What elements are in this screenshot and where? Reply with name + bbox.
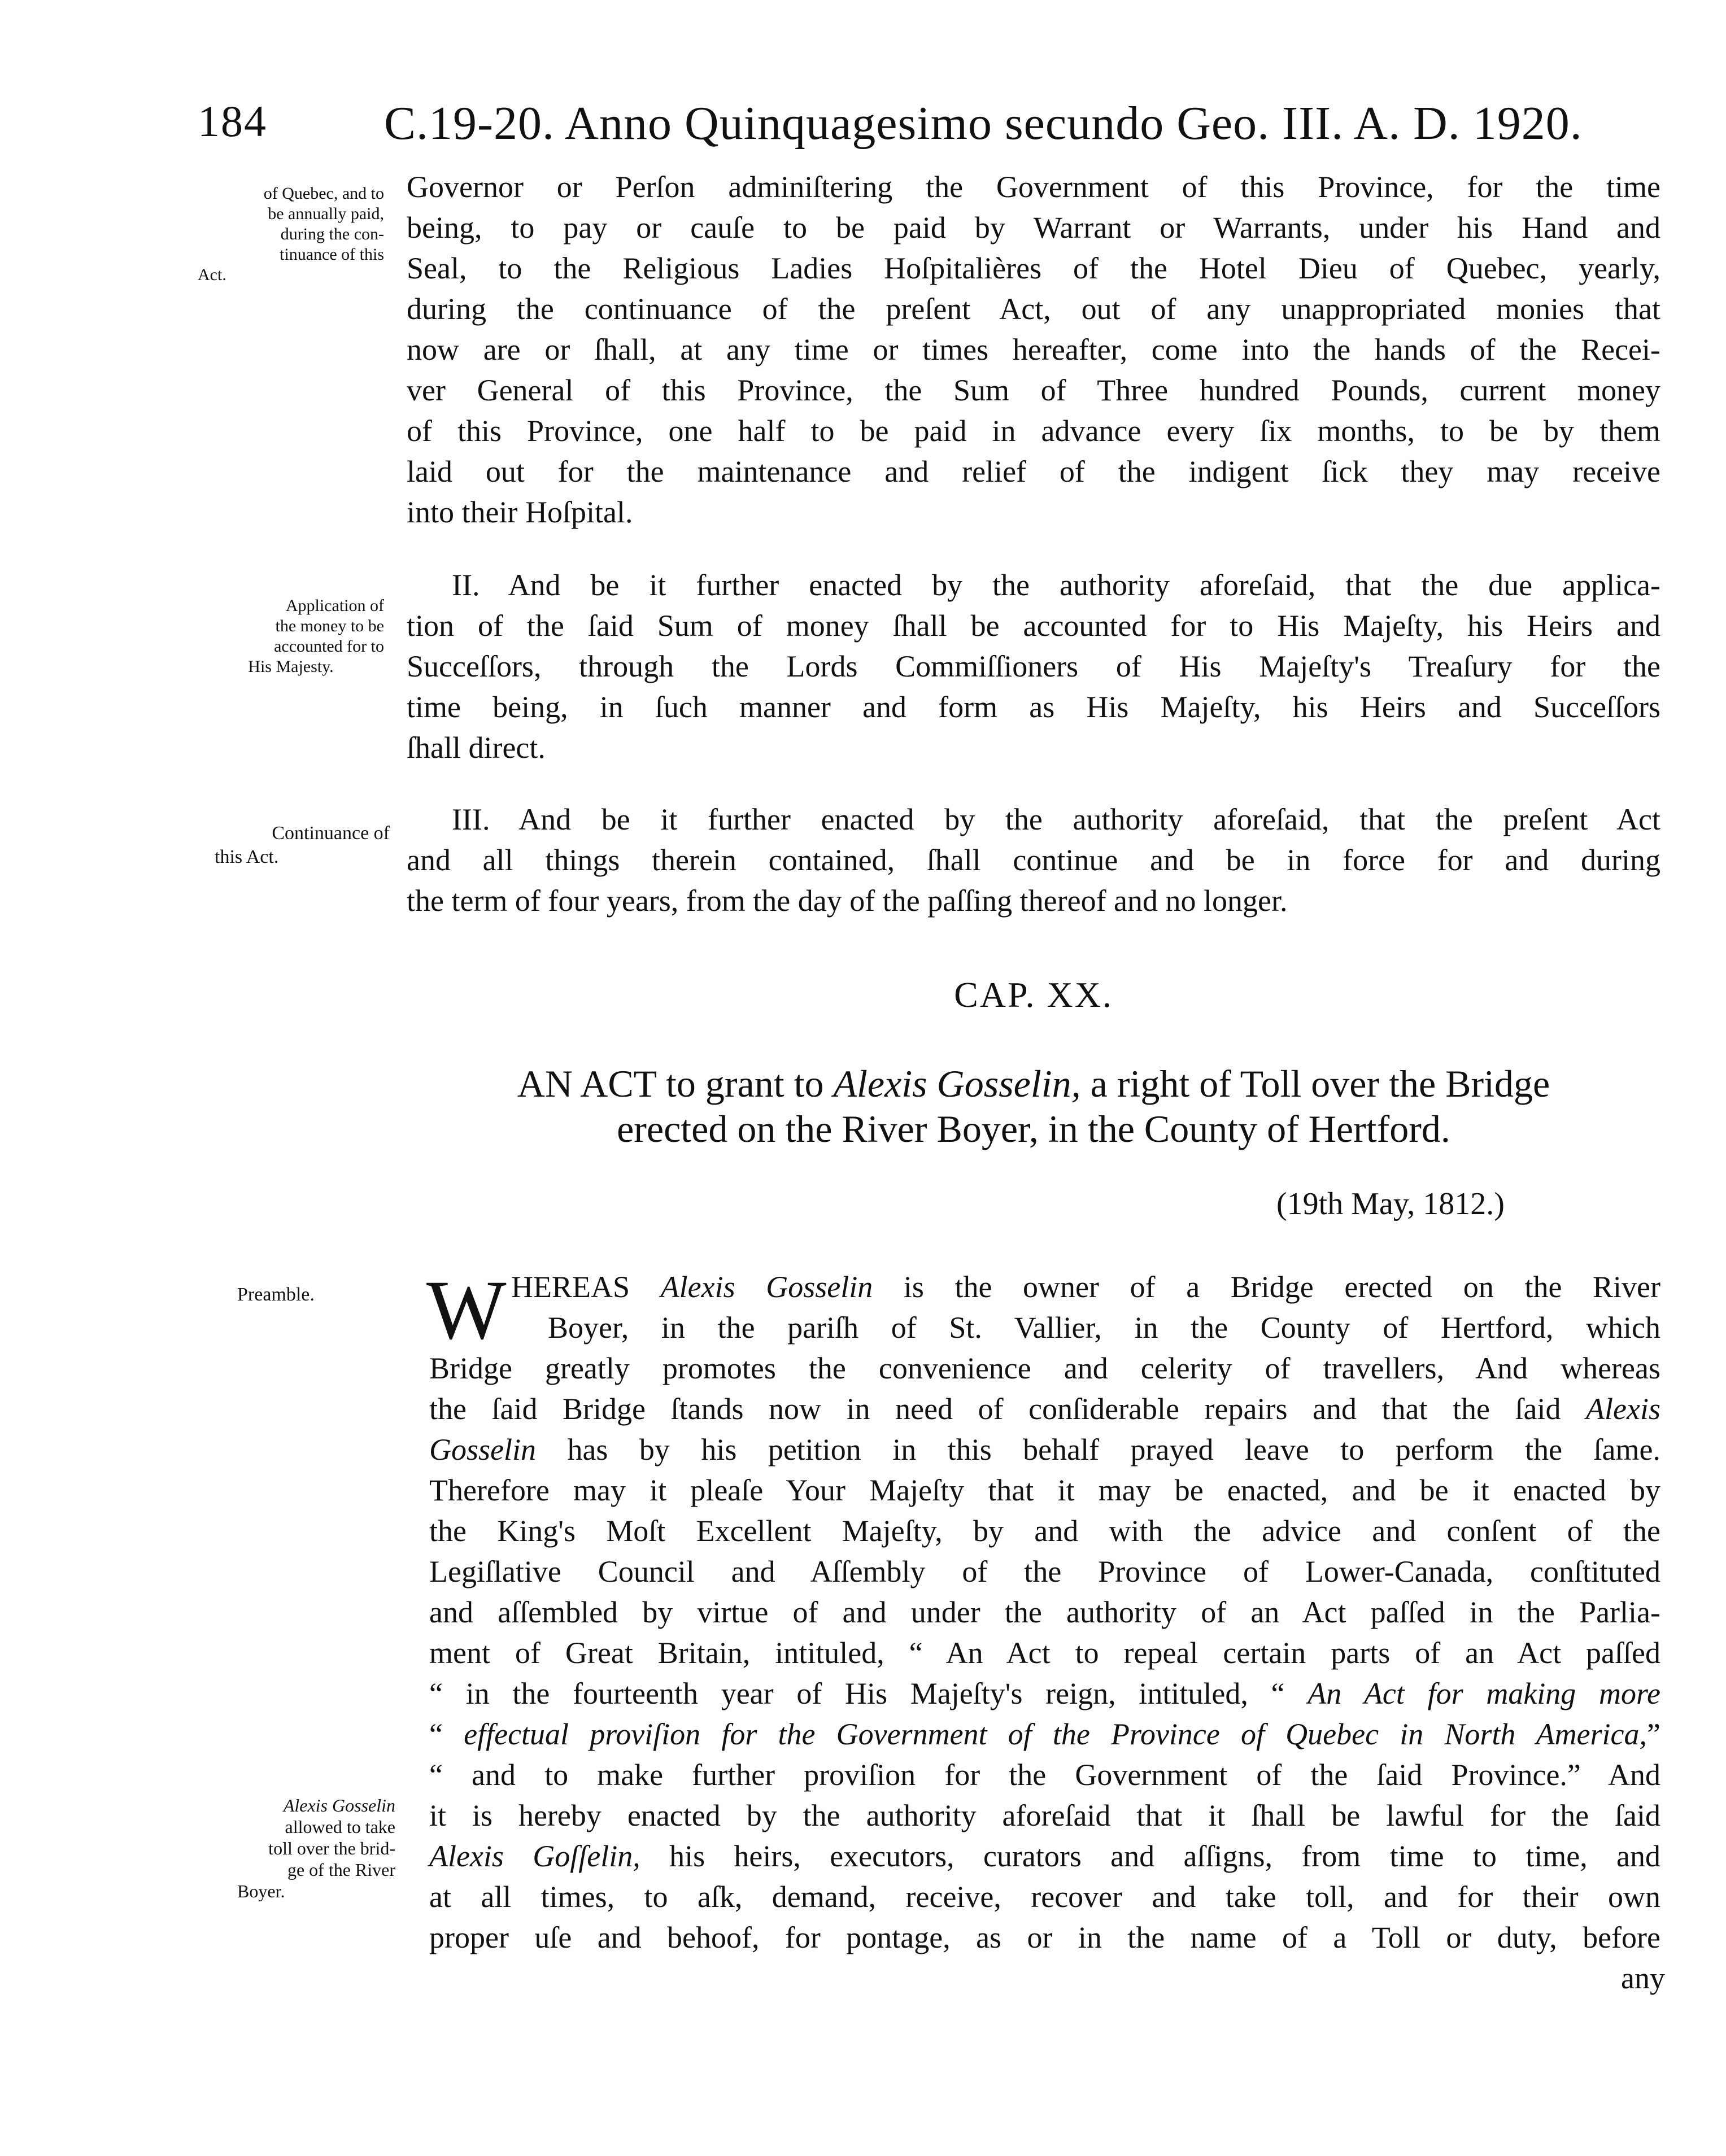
text-line: Legiſlative Council and Aſſembly of the Province of Lower-Canada, conſtituted <box>429 1555 1660 1588</box>
text-line: the King's Moſt Excellent Majeſty, by and with the advice and conſent of the <box>429 1514 1660 1548</box>
text-line: it is hereby enacted by the authority aforeſaid that it ſhall be lawful for the ſaid <box>429 1799 1660 1832</box>
side-note-line: ge of the River <box>287 1860 395 1880</box>
text-line: and all things therein contained, ſhall continue and be in force for and during <box>407 843 1660 877</box>
text-span: has by his petition in this behalf prayed leave to perform the ſame. <box>536 1433 1660 1467</box>
text-line: Succeſſors, through the Lords Commiſſioners of His Majeſty's Treaſury for the <box>407 649 1660 683</box>
text-line: Therefore may it pleaſe Your Majeſty that it may be enacted, and be it enacted by <box>429 1473 1660 1507</box>
text-line: II. And be it further enacted by the authority aforeſaid, that the due applica- <box>452 568 1660 602</box>
side-note-line: this Act. <box>215 846 279 867</box>
text-line: ment of Great Britain, intituled, “ An Act to repeal certain parts of an Act paſſed <box>429 1636 1660 1670</box>
text-line: tion of the ſaid Sum of money ſhall be accounted for to His Majeſty, his Heirs and <box>407 609 1660 643</box>
text-line: ver General of this Province, the Sum of Three hundred Pounds, current money <box>407 373 1660 407</box>
act-title-text: AN ACT to grant to <box>517 1062 834 1105</box>
text-line: III. And be it further enacted by the authority aforeſaid, that the preſent Act <box>452 802 1660 836</box>
text-span: HEREAS <box>511 1270 661 1304</box>
act-title-text: a right of Toll over the Bridge <box>1080 1062 1550 1105</box>
page-header <box>198 96 1677 158</box>
text-line: Boyer, in the pariſh of St. Vallier, in the County of Hertford, which <box>548 1311 1660 1345</box>
side-note-application <box>198 596 384 677</box>
side-note-line: tinuance of this <box>280 245 384 264</box>
running-head: C.19-20. Anno Quinquagesimo secundo Geo. III. A. D. 1920. <box>384 97 1583 150</box>
text-span: his heirs, executors, curators and aſſigns, from time to time, and <box>640 1839 1660 1873</box>
act-title-line-2: erected on the River Boyer, in the County of Hertford. <box>617 1107 1450 1150</box>
side-note-line: Boyer. <box>237 1881 285 1901</box>
text-line <box>429 1676 1660 1711</box>
side-note-preamble <box>237 1285 361 1305</box>
side-note-text: Alexis Gosselin <box>283 1795 395 1815</box>
text-span: Gosselin <box>429 1433 536 1467</box>
text-line: Governor or Perſon adminiſtering the Government of this Province, for the time <box>407 170 1660 204</box>
text-span: An Act for making more <box>1307 1677 1660 1710</box>
text-line: and aſſembled by virtue of and under the authority of an Act paſſed in the Parlia- <box>429 1595 1660 1629</box>
act-title-line-1 <box>407 1062 1660 1106</box>
text-span: the ſaid Bridge ſtands now in need of conſiderable repairs and that the ſaid <box>429 1392 1586 1426</box>
text-line: now are or ſhall, at any time or times hereafter, come into the hands of the Recei- <box>407 333 1660 366</box>
text-line: the term of four years, from the day of the paſſing thereof and no longer. <box>407 884 1288 918</box>
text-line <box>429 1717 1660 1752</box>
side-note-continuance <box>198 822 390 869</box>
side-note-line <box>226 1795 395 1816</box>
chapter-heading: CAP. XX. <box>954 975 1113 1015</box>
side-note-line: Act. <box>198 265 226 284</box>
text-span: “ <box>429 1717 464 1751</box>
text-span: is the owner of a Bridge erected on the River <box>873 1270 1661 1304</box>
text-span: ” <box>1647 1717 1660 1751</box>
text-line <box>429 1391 1660 1426</box>
side-note-line: the money to be <box>275 617 384 635</box>
text-span: Alexis <box>1586 1392 1660 1426</box>
text-span: Alexis Goſſelin, <box>429 1839 640 1873</box>
text-span: effectual proviſion for the Government of the Province of Quebec in North America, <box>464 1717 1647 1751</box>
side-note-line: during the con- <box>280 225 384 243</box>
text-line <box>511 1269 1660 1304</box>
text-line: laid out for the maintenance and relief of the indigent ſick they may receive <box>407 455 1660 488</box>
text-line: at all times, to aſk, demand, receive, recover and take toll, and for their own <box>429 1880 1660 1914</box>
text-line: into their Hoſpital. <box>407 495 633 529</box>
drop-cap: W <box>426 1263 507 1357</box>
text-line: during the continuance of the preſent Act, out of any unappropriated monies that <box>407 292 1660 326</box>
text-line: Seal, to the Religious Ladies Hoſpitalières of the Hotel Dieu of Quebec, yearly, <box>407 251 1660 285</box>
side-note-line: Continuance of <box>272 823 390 844</box>
act-date: (19th May, 1812.) <box>1276 1186 1505 1221</box>
side-note-line: of Quebec, and to <box>263 184 384 203</box>
text-span: “ in the fourteenth year of His Majeſty's reign, intituled, “ <box>429 1677 1308 1710</box>
side-note-line: be annually paid, <box>268 204 384 223</box>
text-line: proper uſe and behoof, for pontage, as or in the name of a Toll or duty, before <box>429 1921 1660 1954</box>
text-line <box>429 1839 1660 1874</box>
text-line: time being, in ſuch manner and form as His Majeſty, his Heirs and Succeſſors <box>407 690 1660 724</box>
text-line: of this Province, one half to be paid in advance every ſix months, to be by them <box>407 414 1660 448</box>
text-span: Alexis Gosselin <box>660 1270 873 1304</box>
text-line: “ and to make further proviſion for the Government of the ſaid Province.” And <box>429 1758 1660 1792</box>
side-note-line: allowed to take <box>285 1817 395 1837</box>
text-line: ſhall direct. <box>407 731 546 765</box>
side-note-line: toll over the brid- <box>268 1838 395 1858</box>
catchword: any <box>1621 1961 1665 1995</box>
act-title-name: Alexis Gosselin, <box>833 1062 1081 1105</box>
text-line: being, to pay or cauſe to be paid by Warrant or Warrants, under his Hand and <box>407 211 1660 245</box>
page-number: 184 <box>198 97 267 146</box>
text-line: Bridge greatly promotes the convenience and celerity of travellers, And whereas <box>429 1351 1660 1385</box>
side-note-quebec <box>198 184 384 285</box>
side-note-line: Preamble. <box>237 1284 315 1305</box>
side-note-line: accounted for to <box>274 637 384 656</box>
side-note-line: His Majesty. <box>248 657 334 676</box>
text-line <box>429 1432 1660 1467</box>
side-note-line: Application of <box>285 596 384 615</box>
side-note-gosselin <box>226 1795 395 1902</box>
